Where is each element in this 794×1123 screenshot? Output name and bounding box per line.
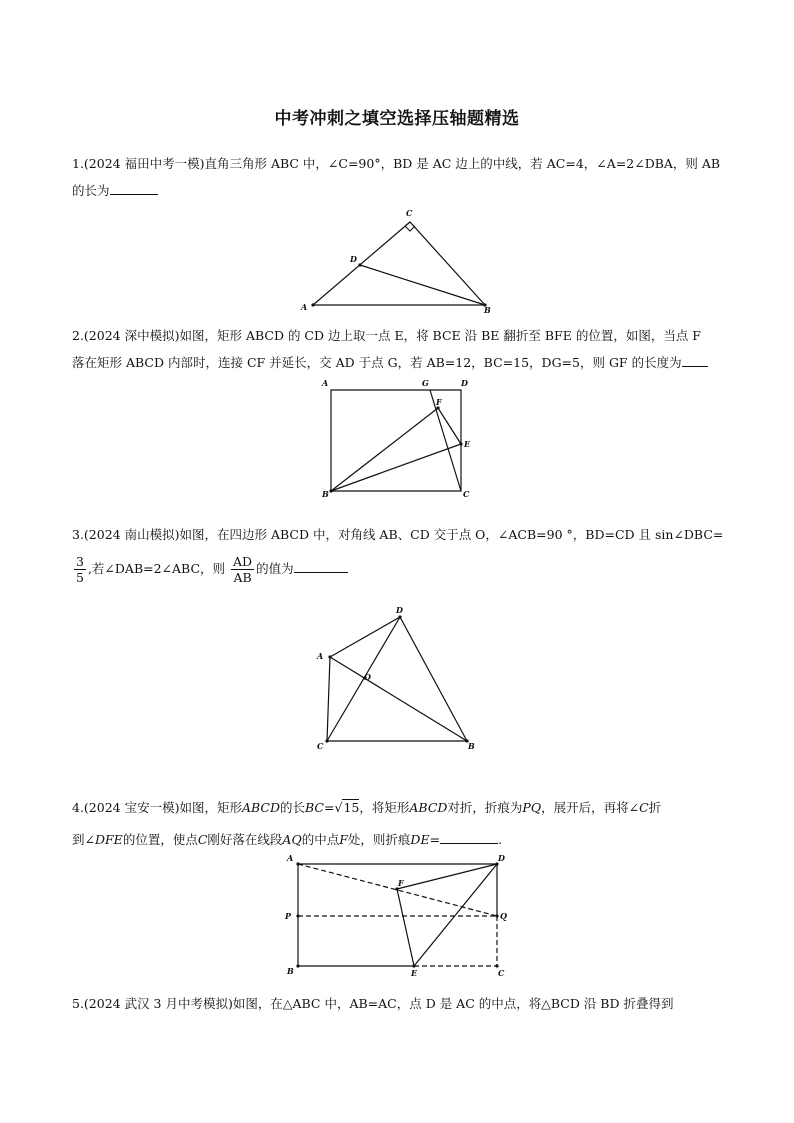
text: = — [429, 832, 441, 847]
question-1-line-1: 1.(2024 福田中考一模)直角三角形 ABC 中，∠C=90°，BD 是 AC 边上的中线，若 AC=4，∠A=2∠DBA，则 AB — [72, 156, 721, 171]
question-3-line-2 — [72, 554, 724, 585]
point-p — [296, 914, 299, 917]
label-d: D — [350, 254, 357, 264]
label-f: F — [398, 878, 404, 888]
text: ，将矩形 — [359, 800, 410, 815]
point-a — [311, 303, 314, 306]
text: 的位置，使点 — [122, 832, 198, 847]
segment-bf — [331, 408, 438, 491]
question-1 — [72, 150, 724, 204]
label-a: A — [317, 651, 324, 661]
triangle-dfe — [397, 864, 497, 966]
point-a — [296, 862, 299, 865]
label-f: F — [436, 397, 442, 407]
math-pq: PQ — [522, 800, 542, 815]
math-c: C — [639, 800, 649, 815]
label-q: Q — [500, 911, 507, 921]
label-e: E — [411, 968, 418, 978]
question-1-prompt: 的长为 — [72, 183, 110, 198]
text: 的长 — [280, 800, 306, 815]
quadrilateral-adbc — [327, 617, 467, 741]
question-2-line-1: 2.(2024 深中模拟)如图，矩形 ABCD 的 CD 边上取一点 E，将 BCE 沿 BE 翻折至 BFE 的位置，如图，当点 F — [72, 328, 701, 343]
question-5-line-1: 5.(2024 武汉 3 月中考模拟)如图，在△ABC 中，AB=AC，点 D 是 AC 的中点，将△BCD 沿 BD 折叠得到 — [72, 996, 674, 1011]
point-d — [358, 263, 361, 266]
label-d: D — [396, 605, 403, 615]
point-e — [459, 442, 462, 445]
text: 到∠ — [72, 832, 95, 847]
label-b: B — [484, 305, 491, 315]
text: 处，则折痕 — [347, 832, 411, 847]
point-a — [328, 655, 331, 658]
math-abcd: ABCD — [409, 800, 448, 815]
label-b: B — [287, 966, 294, 976]
triangle-abc — [313, 222, 485, 305]
question-3 — [72, 521, 724, 585]
figure-1 — [295, 205, 495, 315]
label-a: A — [322, 378, 329, 388]
label-p: P — [285, 911, 292, 921]
point-c — [325, 739, 328, 742]
text: 的中点 — [301, 832, 340, 847]
question-2 — [72, 322, 724, 376]
fraction-ad-ab — [231, 554, 254, 585]
label-c: C — [463, 489, 470, 499]
question-2-line-2 — [72, 349, 724, 376]
question-3-text: ,若∠DAB=2∠ABC，则 — [87, 561, 226, 576]
math-c: C — [197, 832, 208, 847]
label-e: E — [464, 439, 471, 449]
math-dfe: DFE — [94, 832, 123, 847]
math-de: DE — [410, 832, 430, 847]
page-title: 中考冲刺之填空选择压轴题精选 — [274, 109, 520, 129]
point-b — [296, 964, 299, 967]
sqrt-15: √15 — [334, 800, 360, 815]
text: . — [498, 832, 503, 847]
label-g: G — [422, 378, 429, 388]
math-abcd: ABCD — [241, 800, 280, 815]
segment-be — [331, 444, 461, 491]
label-c: C — [317, 741, 324, 751]
text: 折 — [648, 800, 662, 815]
answer-blank — [440, 829, 498, 844]
question-5 — [72, 990, 724, 1017]
question-2-prompt: 落在矩形 ABCD 内部时，连接 CF 并延长，交 AD 于点 G，若 AB=12，BC=15，DG=5，则 GF 的长度为 — [72, 355, 682, 370]
label-d: D — [498, 853, 505, 863]
fraction-three-fifths — [74, 554, 86, 585]
label-d: D — [461, 378, 468, 388]
label-c: C — [406, 208, 413, 218]
label-a: A — [301, 302, 308, 312]
figure-2 — [318, 375, 478, 500]
answer-blank — [110, 180, 158, 195]
label-b: B — [322, 489, 329, 499]
fraction-numerator: 3 — [76, 554, 84, 569]
fraction-denominator: AB — [233, 570, 252, 585]
answer-blank — [682, 352, 708, 367]
question-3-line-1: 3.(2024 南山模拟)如图，在四边形 ABCD 中，对角线 AB、CD 交于点 O，∠ACB=90 °，BD=CD 且 sin∠DBC= — [72, 527, 724, 542]
sqrt-radicand: 15 — [343, 800, 360, 815]
label-c: C — [498, 968, 505, 978]
text: ，展开后，再将∠ — [541, 800, 640, 815]
text: 刚好落在线段 — [207, 832, 283, 847]
fraction-denominator: 5 — [76, 570, 84, 585]
question-4-line-1 — [72, 792, 724, 824]
text: 对折，折痕为 — [447, 800, 523, 815]
text: 4.(2024 宝安一模)如图，矩形 — [72, 800, 242, 815]
figure-3 — [310, 602, 490, 752]
answer-blank — [294, 558, 348, 573]
point-q — [495, 914, 498, 917]
label-o: O — [364, 672, 371, 682]
label-a: A — [287, 853, 294, 863]
question-4 — [72, 792, 724, 856]
fraction-numerator: AD — [233, 554, 253, 569]
math-bc: BC — [305, 800, 324, 815]
segment-ab — [330, 657, 467, 741]
label-b: B — [468, 741, 475, 751]
point-d — [398, 615, 401, 618]
question-3-text-end: 的值为 — [256, 561, 294, 576]
math-f: F — [339, 832, 348, 847]
figure-4 — [280, 852, 520, 980]
point-b — [329, 489, 332, 492]
question-1-line-2 — [72, 177, 724, 204]
text: = — [324, 800, 335, 815]
right-angle-mark-edge — [405, 222, 410, 226]
math-aq: AQ — [282, 832, 302, 847]
segment-gc — [430, 390, 461, 491]
